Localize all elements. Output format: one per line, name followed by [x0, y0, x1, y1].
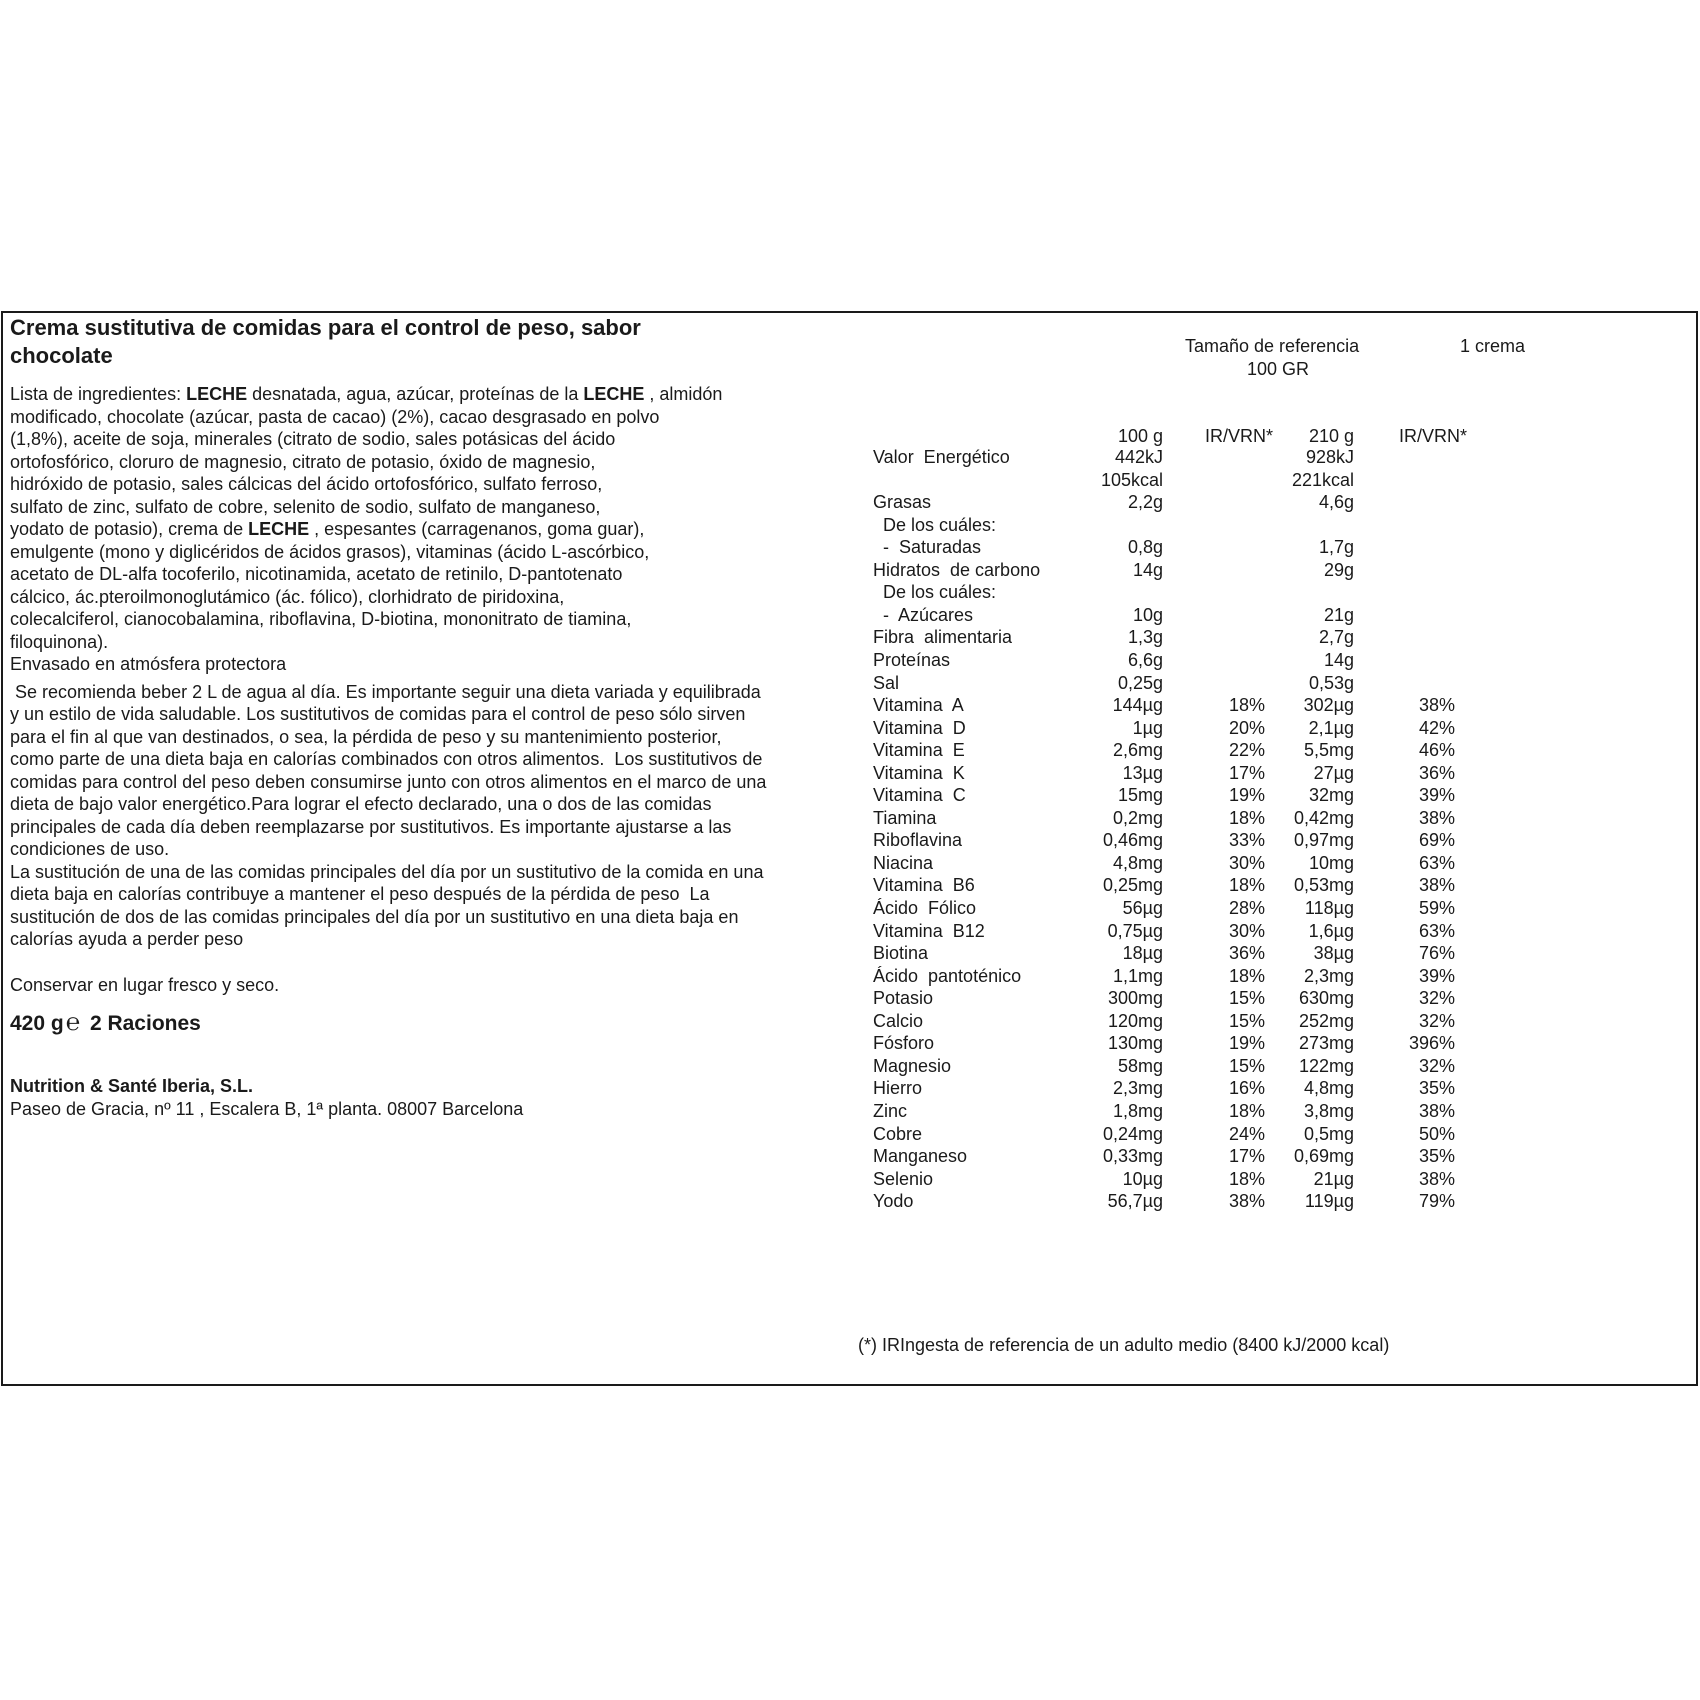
- nutrient-name: - Azúcares: [873, 604, 974, 625]
- ir-210g: 32%: [1418, 1055, 1455, 1076]
- nutrient-name: De los cuáles:: [873, 514, 997, 535]
- ir-210g: 79%: [1418, 1191, 1455, 1212]
- ir-100g: 18%: [1228, 807, 1265, 828]
- value-210g: 0,53g: [1308, 672, 1354, 693]
- value-210g: 0,53mg: [1293, 875, 1354, 896]
- nutrient-name: De los cuáles:: [873, 582, 997, 603]
- ir-100g: 19%: [1228, 785, 1265, 806]
- ir-210g: 39%: [1418, 965, 1455, 986]
- nutrition-row: [873, 514, 1673, 537]
- value-100g: 0,25mg: [1102, 875, 1163, 896]
- nutrient-name: Vitamina B12: [873, 920, 985, 941]
- nutrient-name: Vitamina E: [873, 740, 965, 761]
- value-210g: 273mg: [1298, 1033, 1354, 1054]
- ir-210g: 396%: [1408, 1033, 1455, 1054]
- value-210g: 630mg: [1298, 988, 1354, 1009]
- ir-100g: 18%: [1228, 965, 1265, 986]
- value-210g: 14g: [1323, 649, 1354, 670]
- col-ir2-header: IR/VRN*: [1398, 426, 1467, 446]
- nutrition-row: [873, 446, 1673, 469]
- value-210g: 27µg: [1313, 762, 1354, 783]
- ir-100g: 30%: [1228, 920, 1265, 941]
- ir-100g: 18%: [1228, 1100, 1265, 1121]
- ir-100g: 33%: [1228, 830, 1265, 851]
- value-210g: 1,7g: [1318, 537, 1354, 558]
- value-100g: 18µg: [1122, 943, 1163, 964]
- nutrition-row: [873, 717, 1673, 740]
- nutrition-row: [873, 491, 1673, 514]
- value-100g: 14g: [1132, 559, 1163, 580]
- value-100g: 56,7µg: [1107, 1191, 1163, 1212]
- nutrition-row: [873, 829, 1673, 852]
- nutrient-name: Vitamina D: [873, 717, 966, 738]
- nutrition-row: [873, 694, 1673, 717]
- nutrient-name: Tiamina: [873, 807, 937, 828]
- nutrition-row: [873, 762, 1673, 785]
- nutrition-row: [873, 1077, 1673, 1100]
- ir-100g: 15%: [1228, 1055, 1265, 1076]
- value-210g: 119µg: [1304, 1191, 1354, 1212]
- nutrient-name: Sal: [873, 672, 900, 693]
- value-100g: 13µg: [1122, 762, 1163, 783]
- value-210g: 10mg: [1308, 852, 1354, 873]
- nutrient-name: Fósforo: [873, 1033, 935, 1054]
- substitution-text: La sustitución de una de las comidas principales del día por un sustitutivo de la comida en una dieta baja en calorías contribuye a mantener el peso después de la pérdida de peso La sustitución de dos de las comidas principales del día por un sustitutivo en una dieta baja en calorías ayuda a perder peso: [10, 861, 764, 949]
- portion-label: 1 crema: [1460, 336, 1526, 356]
- nutrient-name: Manganeso: [873, 1146, 968, 1167]
- value-100g: 6,6g: [1127, 649, 1163, 670]
- value-210g: 0,42mg: [1293, 807, 1354, 828]
- value-100g: 1,1mg: [1112, 965, 1163, 986]
- value-100g: 10µg: [1122, 1168, 1163, 1189]
- nutrient-name: Calcio: [873, 1010, 924, 1031]
- net-weight: [10, 1010, 840, 1037]
- value-210g: 5,5mg: [1303, 740, 1354, 761]
- value-210g: 928kJ: [1305, 447, 1354, 467]
- value-100g: 2,6mg: [1112, 740, 1163, 761]
- ir-210g: 76%: [1418, 943, 1455, 964]
- value-210g: 21µg: [1313, 1168, 1354, 1189]
- ir-210g: 50%: [1418, 1123, 1455, 1144]
- nutrient-name: Ácido pantoténico: [873, 965, 1022, 986]
- nutrient-name: Grasas: [873, 492, 932, 513]
- ingredients-list: Lista de ingredientes: LECHE desnatada, agua, azúcar, proteínas de la LECHE , almidón modificado, chocolate (azúcar, pasta de cacao) (2%), cacao desgrasado en polvo (1,8%), aceite de soja, minerales (citrato de sodio, sales potásicas del ácido ortofosfórico, cloruro de magnesio, citrato de potasio, óxido de magnesio, hidróxido de potasio, sales cálcicas del ácido ortofosfórico, sulfato ferroso, sulfato de zinc, sulfato de cobre, selenito de sodio, sulfato de manganeso, yodato de potasio), crema de LECHE , espesantes (carragenanos, goma guar), emulgente (mono y diglicéridos de ácidos grasos), vitaminas (ácido L-ascórbico, acetato de DL-alfa tocoferilo, nicotinamida, acetato de retinilo, D-pantotenato cálcico, ác.pteroilmonoglutámico (ác. fólico), clorhidrato de piridoxina, colecalciferol, cianocobalamina, riboflavina, D-biotina, mononitrato de tiamina, filoquinona).: [10, 384, 723, 652]
- ir-210g: 38%: [1418, 695, 1455, 716]
- value-100g: 0,46mg: [1102, 830, 1163, 851]
- nutrition-row: [873, 965, 1673, 988]
- ir-100g: 36%: [1228, 943, 1265, 964]
- nutrition-row: [873, 942, 1673, 965]
- nutrition-row: [873, 649, 1673, 672]
- value-100g: 0,24mg: [1102, 1123, 1163, 1144]
- nutrition-row: [873, 536, 1673, 559]
- ir-210g: 32%: [1418, 1010, 1455, 1031]
- value-210g: 38µg: [1313, 943, 1354, 964]
- nutrition-row: [873, 852, 1673, 875]
- value-210g: 0,97mg: [1293, 830, 1354, 851]
- value-100g: 0,8g: [1127, 537, 1163, 558]
- value-210g: 3,8mg: [1303, 1100, 1354, 1121]
- value-100g: 0,75µg: [1107, 920, 1163, 941]
- value-100g: 120mg: [1107, 1010, 1163, 1031]
- nutrition-row: [873, 1100, 1673, 1123]
- nutrient-name: Selenio: [873, 1168, 934, 1189]
- ir-100g: 17%: [1228, 762, 1265, 783]
- nutrition-row: [873, 1190, 1673, 1213]
- value-100g: 300mg: [1107, 988, 1163, 1009]
- value-210g: 221kcal: [1291, 469, 1354, 490]
- value-210g: 122mg: [1298, 1055, 1354, 1076]
- value-100g: 10g: [1132, 604, 1163, 625]
- ir-100g: 28%: [1228, 898, 1265, 918]
- ir-210g: 35%: [1418, 1078, 1455, 1099]
- ir-210g: 63%: [1418, 852, 1455, 873]
- ir-100g: 18%: [1228, 875, 1265, 896]
- value-100g: 2,3mg: [1112, 1078, 1163, 1099]
- footnote: (*) IRIngesta de referencia de un adulto medio (8400 kJ/2000 kcal): [858, 1335, 1390, 1355]
- ir-100g: 15%: [1228, 988, 1265, 1009]
- nutrient-name: Niacina: [873, 852, 934, 873]
- value-100g: 0,2mg: [1112, 807, 1163, 828]
- value-100g: 1,3g: [1127, 627, 1163, 648]
- ir-100g: 18%: [1228, 695, 1265, 716]
- ir-100g: 19%: [1228, 1033, 1265, 1054]
- nutrition-row: [873, 920, 1673, 943]
- ref-size-value: 100 GR: [1247, 359, 1310, 379]
- company-address: Paseo de Gracia, nº 11 , Escalera B, 1ª planta. 08007 Barcelona: [10, 1098, 524, 1119]
- ir-210g: 35%: [1418, 1146, 1455, 1167]
- nutrient-name: Valor Energético: [873, 447, 1010, 467]
- col-210g-header: 210 g: [1308, 426, 1354, 446]
- value-100g: 1µg: [1132, 717, 1163, 738]
- ir-100g: 22%: [1228, 740, 1265, 761]
- ir-210g: 46%: [1418, 740, 1455, 761]
- nutrient-name: Magnesio: [873, 1055, 952, 1076]
- nutrition-row: [873, 897, 1673, 920]
- value-100g: 0,25g: [1117, 672, 1163, 693]
- nutrition-row: [873, 559, 1673, 582]
- nutrient-name: Vitamina B6: [873, 875, 975, 896]
- value-100g: 144µg: [1112, 695, 1163, 716]
- value-210g: 252mg: [1298, 1010, 1354, 1031]
- nutrition-header-row: [873, 425, 1673, 448]
- value-210g: 29g: [1323, 559, 1354, 580]
- nutrition-row: [873, 874, 1673, 897]
- nutrient-name: Proteínas: [873, 649, 951, 670]
- nutrient-name: Potasio: [873, 988, 934, 1009]
- value-210g: 32mg: [1308, 785, 1354, 806]
- nutrition-row: [873, 784, 1673, 807]
- nutrient-name: Vitamina A: [873, 695, 964, 716]
- value-210g: 0,69mg: [1293, 1146, 1354, 1167]
- nutrient-name: - Saturadas: [873, 537, 982, 558]
- portions: 2 Raciones: [89, 1012, 201, 1035]
- value-100g: 130mg: [1107, 1033, 1163, 1054]
- ir-100g: 18%: [1228, 1168, 1265, 1189]
- ir-210g: 36%: [1418, 762, 1455, 783]
- nutrient-name: Riboflavina: [873, 830, 963, 851]
- recommendation-text: Se recomienda beber 2 L de agua al día. Es importante seguir una dieta variada y equilibrada y un estilo de vida saludable. Los sustitutivos de comidas para el control de peso sólo sirven para el fin al que van destinados, o sea, la pérdida de peso y su mantenimiento posterior, como parte de una dieta baja en calorías combinados con otros alimentos. Los sustitutivos de comidas para control del peso deben consumirse junto con otros alimentos en el marco de una dieta de bajo valor energético.Para lograr el efecto declarado, una o dos de las comidas principales de cada día deben reemplazarse por sustitutivos. Es importante ajustarse a las condiciones de uso.: [10, 681, 767, 859]
- nutrient-name: Biotina: [873, 943, 929, 964]
- nutrition-row: [873, 987, 1673, 1010]
- nutrition-row: [873, 581, 1673, 604]
- product-title-line1: Crema sustitutiva de comidas para el control de peso, sabor: [10, 315, 641, 340]
- col-ir1-header: IR/VRN*: [1204, 426, 1273, 446]
- nutrition-row: [873, 672, 1673, 695]
- nutrient-name: Fibra alimentaria: [873, 627, 1013, 648]
- ir-210g: 63%: [1418, 920, 1455, 941]
- nutrient-name: Yodo: [873, 1191, 914, 1212]
- company-name: Nutrition & Santé Iberia, S.L.: [10, 1076, 254, 1096]
- nutrition-row: [873, 604, 1673, 627]
- nutrition-row: [873, 739, 1673, 762]
- value-210g: 4,6g: [1318, 492, 1354, 513]
- value-210g: 2,3mg: [1303, 965, 1354, 986]
- ir-210g: 38%: [1418, 875, 1455, 896]
- ir-100g: 30%: [1228, 852, 1265, 873]
- ir-210g: 69%: [1418, 830, 1455, 851]
- packaging-note: Envasado en atmósfera protectora: [10, 654, 287, 674]
- value-100g: 4,8mg: [1112, 852, 1163, 873]
- ir-210g: 38%: [1418, 1168, 1455, 1189]
- value-100g: 1,8mg: [1112, 1100, 1163, 1121]
- product-title-line2: chocolate: [10, 343, 113, 368]
- nutrition-row: [873, 1145, 1673, 1168]
- nutrition-row: [873, 1055, 1673, 1078]
- ir-100g: 20%: [1228, 717, 1265, 738]
- value-210g: 4,8mg: [1303, 1078, 1354, 1099]
- ir-100g: 24%: [1228, 1123, 1265, 1144]
- nutrient-name: Vitamina C: [873, 785, 966, 806]
- value-210g: 21g: [1323, 604, 1354, 625]
- value-100g: 58mg: [1117, 1055, 1163, 1076]
- nutrient-name: Zinc: [873, 1100, 908, 1121]
- ir-210g: 42%: [1418, 717, 1455, 738]
- nutrient-name: Hidratos de carbono: [873, 559, 1041, 580]
- value-100g: 442kJ: [1114, 447, 1163, 467]
- value-100g: 15mg: [1117, 785, 1163, 806]
- ir-210g: 32%: [1418, 988, 1455, 1009]
- value-100g: 56µg: [1122, 898, 1163, 918]
- value-100g: 2,2g: [1127, 492, 1163, 513]
- value-210g: 118µg: [1304, 898, 1354, 918]
- product-info: [10, 314, 840, 1120]
- nutrition-row: [873, 626, 1673, 649]
- nutrient-name: Ácido Fólico: [873, 898, 977, 918]
- nutrition-row: [873, 1168, 1673, 1191]
- nutrition-row: [873, 807, 1673, 830]
- nutrition-row: [873, 469, 1673, 492]
- value-210g: 302µg: [1303, 695, 1354, 716]
- nutrition-row: [873, 1032, 1673, 1055]
- value-210g: 2,7g: [1318, 627, 1354, 648]
- ref-size-label: Tamaño de referencia: [1185, 336, 1360, 356]
- nutrition-row: [873, 1123, 1673, 1146]
- ir-100g: 15%: [1228, 1010, 1265, 1031]
- storage-note: Conservar en lugar fresco y seco.: [10, 974, 280, 995]
- nutrient-name: Vitamina K: [873, 762, 965, 783]
- nutrient-name: Cobre: [873, 1123, 923, 1144]
- ir-210g: 38%: [1418, 807, 1455, 828]
- value-210g: 2,1µg: [1308, 717, 1354, 738]
- ir-100g: 38%: [1228, 1191, 1265, 1212]
- estimated-sign: ℮: [65, 1009, 81, 1036]
- nutrition-row: [873, 1010, 1673, 1033]
- value-210g: 0,5mg: [1303, 1123, 1354, 1144]
- value-210g: 1,6µg: [1308, 920, 1354, 941]
- value-100g: 105kcal: [1100, 469, 1163, 490]
- ir-210g: 59%: [1418, 898, 1455, 918]
- nutrient-name: Hierro: [873, 1078, 923, 1099]
- ir-210g: 38%: [1418, 1100, 1455, 1121]
- ir-210g: 39%: [1418, 785, 1455, 806]
- col-100g-header: 100 g: [1117, 426, 1163, 446]
- ir-100g: 16%: [1228, 1078, 1265, 1099]
- ir-100g: 17%: [1228, 1146, 1265, 1167]
- value-100g: 0,33mg: [1102, 1146, 1163, 1167]
- net-weight-value: 420 g: [10, 1012, 64, 1035]
